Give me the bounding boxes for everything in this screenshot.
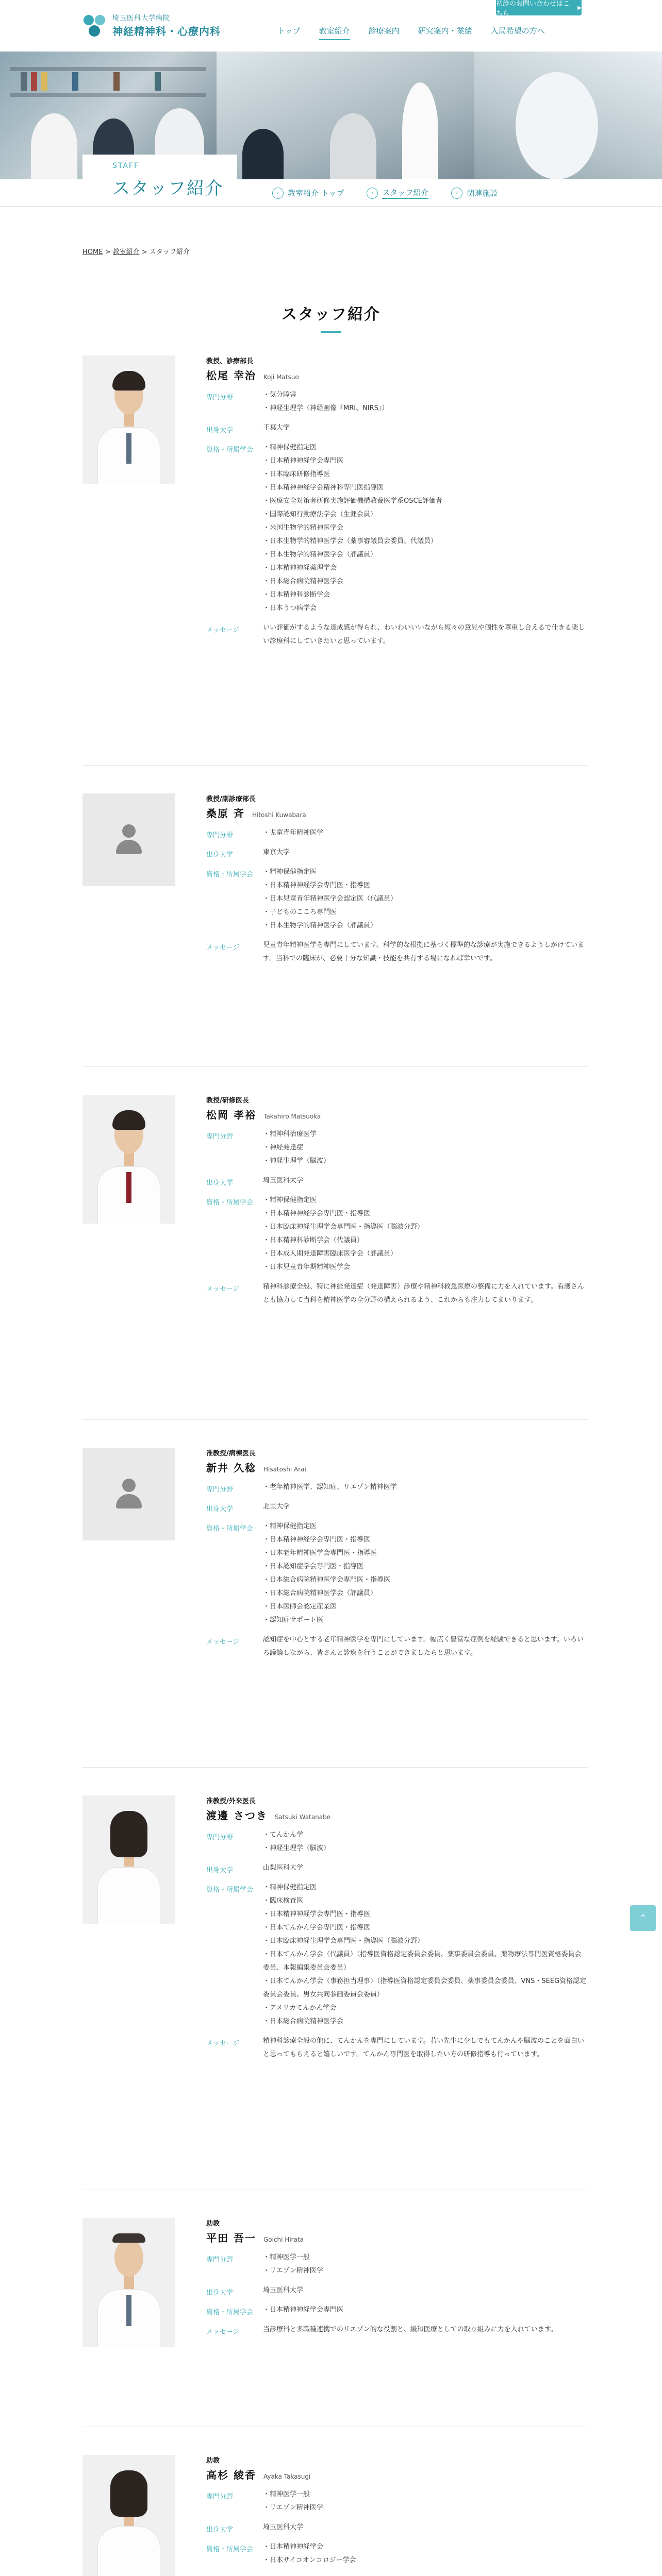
staff-info — [206, 793, 588, 965]
arrow-up-icon: ⌃ — [639, 1912, 647, 1924]
list-item: ・ 子どものこころ専門医 — [263, 906, 588, 919]
message-row-value — [263, 1633, 588, 1660]
university-row-label: 出身大学 — [206, 427, 234, 434]
qualifications-list — [263, 1194, 588, 1274]
university-row-value — [263, 1174, 588, 1188]
staff-name-row — [206, 2230, 588, 2245]
list-item: ・ 医療安全対策者研修実施評価機構教養医学系OSCE評価者 — [263, 495, 588, 508]
university-row — [206, 1177, 588, 1188]
university-value-text: 千葉大学 — [263, 424, 290, 432]
subnav-label: スタッフ紹介 — [382, 187, 428, 199]
specialty-row-label: 専門分野 — [206, 832, 234, 839]
staff-name-row — [206, 1107, 588, 1122]
staff-name: 渡邊 さつき — [206, 1809, 268, 1822]
message-row-value — [263, 2035, 588, 2061]
message-row-label: メッセージ — [206, 2040, 240, 2047]
list-item: ・ 日本臨床神経生理学会専門医・指導医（脳波分野） — [263, 1935, 588, 1948]
list-item: ・ 日本臨床研修指導医 — [263, 468, 588, 481]
breadcrumb — [82, 246, 190, 256]
specialty-row-value — [263, 1128, 588, 1168]
qualification-row-label: 資格・所属学会 — [206, 446, 254, 454]
list-item: ・ 児童青年精神医学 — [263, 826, 588, 840]
staff-name-row — [206, 1807, 588, 1822]
breadcrumb-current: スタッフ紹介 — [149, 248, 190, 256]
staff-role: 教授、診療部長 — [206, 358, 254, 365]
university-row-label: 出身大学 — [206, 2526, 234, 2534]
message-text: 当診療科と多職種連携でのリエゾン的な役割と、緩和医療としての取り組みに力を入れています。 — [263, 2326, 557, 2333]
qualification-row-value — [263, 1881, 588, 2028]
university-row-value — [263, 1500, 588, 1514]
staff-divider — [82, 1419, 588, 1420]
subnav-label: 関連施設 — [467, 189, 498, 198]
staff-name-row — [206, 805, 588, 820]
list-item: ・ 精神医学一般 — [263, 2251, 588, 2264]
chevron-right-icon: › — [367, 188, 378, 199]
qualifications-list — [263, 441, 588, 615]
qualification-row-value — [263, 2540, 588, 2567]
specialty-row-label: 専門分野 — [206, 1834, 234, 1841]
university-value-text: 埼玉医科大学 — [263, 2523, 304, 2531]
arrow-right-icon: ▶ — [577, 5, 582, 11]
list-item: ・ 日本医師会認定産業医 — [263, 1600, 588, 1614]
qualifications-list — [263, 2540, 588, 2567]
specialty-list — [263, 388, 588, 415]
page-title-band — [82, 155, 237, 206]
nav-about[interactable]: 教室紹介 — [310, 24, 359, 38]
chevron-right-icon: › — [451, 188, 462, 199]
qualification-row-label: 資格・所属学会 — [206, 1886, 254, 1894]
staff-divider — [82, 1767, 588, 1768]
hospital-name: 埼玉医科大学病院 — [112, 14, 171, 22]
specialty-list — [263, 1128, 588, 1168]
staff-name: 新井 久稔 — [206, 1462, 256, 1474]
qualification-row-label: 資格・所属学会 — [206, 1199, 254, 1207]
breadcrumb-sep: > — [103, 248, 113, 256]
qualifications-list — [263, 1520, 588, 1627]
list-item: ・ 神経生理学（脳波） — [263, 1155, 588, 1168]
staff-role: 准教授/外来医長 — [206, 1798, 256, 1805]
university-value-text: 埼玉医科大学 — [263, 2286, 304, 2294]
staff-role: 助教 — [206, 2457, 220, 2465]
message-row-label: メッセージ — [206, 626, 240, 634]
list-item: ・ 日本児童青年精神医学会認定医（代議員） — [263, 892, 588, 906]
university-row-value — [263, 2521, 588, 2534]
subnav-facilities[interactable] — [451, 187, 498, 199]
sub-nav — [272, 187, 520, 199]
university-row-value — [263, 421, 588, 435]
specialty-list — [263, 1481, 588, 1494]
list-item: ・ 日本精神神経学会専門医・指導医 — [263, 879, 588, 892]
qualification-row-value — [263, 2303, 588, 2317]
specialty-row-label: 専門分野 — [206, 2493, 234, 2501]
divider — [0, 206, 662, 207]
list-item: ・ 日本精神神経学会専門医・指導医 — [263, 1908, 588, 1921]
list-item: ・ 日本精神神経薬理学会 — [263, 562, 588, 575]
nav-recruit[interactable]: 入局希望の方へ — [490, 26, 545, 36]
list-item: ・ 神経生理学（脳波） — [263, 1842, 588, 1855]
staff-name: 平田 吾一 — [206, 2232, 256, 2244]
specialty-row — [206, 1484, 588, 1494]
list-item: ・ 日本総合病院精神医学会（評議員） — [263, 1587, 588, 1600]
staff-name: 高杉 綾香 — [206, 2469, 256, 2481]
message-row — [206, 624, 588, 648]
page-title-en: STAFF — [112, 162, 140, 170]
qualification-row-value — [263, 441, 588, 615]
specialty-row-value — [263, 2251, 588, 2278]
list-item: ・ 国際認知行動療法学会（生涯会員） — [263, 508, 588, 521]
staff-info — [206, 2218, 588, 2336]
specialty-row-label: 専門分野 — [206, 1486, 234, 1494]
qualifications-list — [263, 2303, 588, 2317]
staff-name-en: Hitoshi Kuwabara — [252, 811, 306, 819]
specialty-row — [206, 829, 588, 840]
list-item: ・ 認知症サポート医 — [263, 1614, 588, 1627]
qualifications-list — [263, 866, 588, 933]
staff-name-row — [206, 1460, 588, 1475]
list-item: ・ 神経生理学（神経画像『MRI、NIRS』） — [263, 402, 588, 415]
message-row — [206, 1283, 588, 1307]
qualification-row-label: 資格・所属学会 — [206, 2546, 254, 2553]
list-item: ・ 日本認知症学会専門医・指導医 — [263, 1560, 588, 1573]
staff-photo — [82, 2218, 175, 2347]
specialty-list — [263, 2488, 588, 2515]
message-text — [263, 2573, 588, 2576]
list-item: ・ 臨床検査医 — [263, 1894, 588, 1908]
university-row-label: 出身大学 — [206, 1505, 234, 1513]
staff-photo — [82, 2455, 175, 2576]
qualification-row-value — [263, 1520, 588, 1627]
message-text: いい評価がするような達成感が得られ、わいわいいいながら短々の意見や個性を尊重し合えるで仕きる楽しい診療科にしていきたいと思っています。 — [263, 624, 585, 645]
message-row-label: メッセージ — [206, 1638, 240, 1646]
list-item: ・ 日本精神科診断学会 — [263, 588, 588, 602]
staff-role: 教授/研修医長 — [206, 1097, 249, 1105]
university-row — [206, 425, 588, 435]
specialty-row-value — [263, 2488, 588, 2515]
staff-name-en: Takahiro Matsuoka — [263, 1113, 321, 1120]
university-row — [206, 849, 588, 859]
staff-name-en: Koji Matsuo — [263, 374, 299, 381]
qualification-row-value — [263, 1194, 588, 1274]
qualification-row — [206, 869, 588, 933]
list-item: ・ 日本サイコオンコロジー学会 — [263, 2554, 588, 2567]
inquiry-label: 初診のお問い合わせはこちら — [496, 0, 570, 18]
list-item: ・ 日本総合病院精神医学会 — [263, 2015, 588, 2028]
list-item: ・ 日本精神神経学会専門医・指導医 — [263, 1533, 588, 1547]
university-row-value — [263, 2284, 588, 2297]
university-row — [206, 2287, 588, 2297]
university-value-text: 北里大学 — [263, 1503, 290, 1511]
specialty-list — [263, 1828, 588, 1855]
message-row-label: メッセージ — [206, 2328, 240, 2336]
university-row-value — [263, 1861, 588, 1875]
specialty-row-value — [263, 826, 588, 840]
breadcrumb-home[interactable]: HOME — [82, 248, 103, 256]
message-text: 精神科診療全般の他に、てんかんを専門にしています。若い先生に少しでもてんかんや脳波のことを面白いと思ってもらえると嬉しいです。てんかん専門医を取得したい方の研修指導も行っています。 — [263, 2037, 584, 2058]
list-item: ・ 日本総合病院精神医学会 — [263, 575, 588, 588]
specialty-list — [263, 2251, 588, 2278]
list-item: ・ アメリカてんかん学会 — [263, 2002, 588, 2015]
specialty-row — [206, 2254, 588, 2278]
specialty-row-value — [263, 1828, 588, 1855]
specialty-list — [263, 826, 588, 840]
university-row — [206, 1865, 588, 1875]
staff-name-row — [206, 2467, 588, 2482]
message-row — [206, 2326, 588, 2336]
specialty-row-value — [263, 1481, 588, 1494]
message-row-value — [263, 1280, 588, 1307]
qualifications-list — [263, 1881, 588, 2028]
list-item: ・ 精神保健指定医 — [263, 1520, 588, 1533]
specialty-row-label: 専門分野 — [206, 394, 234, 401]
chevron-right-icon: › — [272, 188, 284, 199]
list-item: ・ 精神科治療医学 — [263, 1128, 588, 1141]
list-item: ・ 日本老年精神医学会専門医・指導医 — [263, 1547, 588, 1560]
specialty-row — [206, 1131, 588, 1168]
page-title: スタッフ紹介 — [112, 178, 224, 199]
list-item: ・ 精神医学一般 — [263, 2488, 588, 2501]
qualification-row-label: 資格・所属学会 — [206, 2309, 254, 2316]
list-item: ・ 日本生物学的精神医学会（評議員） — [263, 548, 588, 562]
list-item: ・ 精神保健指定医 — [263, 1881, 588, 1894]
message-row-value — [263, 621, 588, 648]
subnav-about-top[interactable] — [272, 187, 344, 199]
list-item: ・ 神経発達症 — [263, 1141, 588, 1155]
logo-icon — [82, 13, 107, 38]
list-item: ・ リエゾン精神医学 — [263, 2264, 588, 2278]
staff-role: 准教授/病棟医長 — [206, 1450, 256, 1458]
message-row — [206, 942, 588, 965]
university-row — [206, 1503, 588, 1514]
list-item: ・ 日本うつ病学会 — [263, 602, 588, 615]
staff-name: 桑原 斉 — [206, 807, 245, 820]
global-nav — [268, 24, 554, 38]
university-value-text: 山梨医科大学 — [263, 1864, 304, 1872]
specialty-row — [206, 1832, 588, 1855]
staff-name-en: Ayaka Takasugi — [263, 2473, 311, 2480]
qualification-row — [206, 1523, 588, 1627]
university-value-text: 埼玉医科大学 — [263, 1177, 304, 1184]
staff-info — [206, 2455, 588, 2576]
staff-photo-placeholder — [82, 1448, 175, 1540]
department-name: 神経精神科・心療内科 — [112, 25, 221, 38]
nav-top[interactable]: トップ — [277, 26, 301, 36]
specialty-row — [206, 2491, 588, 2515]
message-text: 認知症を中心とする老年精神医学を専門にしています。幅広く豊富な症例を経験できると思います。いろいろ議論しながら、皆さんと診療を行うことができましたらと思います。 — [263, 1636, 584, 1657]
list-item: ・ 日本てんかん学会（代議員）（指導医資格認定委員会委員、薬事委員会委員、薬物療法専門医資格委員会委員、本報編集委員会委員） — [263, 1948, 588, 1975]
person-icon — [113, 824, 144, 855]
list-item: ・ 日本成人期発達障害臨床医学会（評議員） — [263, 1247, 588, 1261]
qualification-row — [206, 2307, 588, 2317]
list-item: ・ 日本てんかん学会専門医・指導医 — [263, 1921, 588, 1935]
staff-name: 松岡 孝裕 — [206, 1109, 256, 1121]
staff-role: 教授/副診療部長 — [206, 795, 256, 803]
list-item: ・ 日本精神神経学会精神科専門医指導医 — [263, 481, 588, 495]
nav-clinic[interactable]: 診療案内 — [368, 26, 400, 36]
list-item: ・ 精神保健指定医 — [263, 866, 588, 879]
subnav-label: 教室紹介 トップ — [288, 189, 344, 198]
list-item: ・ 気分障害 — [263, 388, 588, 402]
staff-name-en: Goichi Hirata — [263, 2236, 304, 2243]
staff-name: 松尾 幸治 — [206, 369, 256, 382]
list-item: ・ 米国生物学的精神医学会 — [263, 521, 588, 535]
qualification-row-label: 資格・所属学会 — [206, 1525, 254, 1533]
specialty-row-label: 専門分野 — [206, 2256, 234, 2264]
university-row-label: 出身大学 — [206, 1179, 234, 1187]
breadcrumb-sep: > — [139, 248, 150, 256]
message-row-value — [263, 2573, 588, 2576]
nav-research[interactable]: 研究案内・業績 — [418, 26, 472, 36]
site-logo[interactable] — [82, 12, 221, 38]
list-item: ・ 日本総合病院精神医学会専門医・指導医 — [263, 1573, 588, 1587]
section-title: スタッフ紹介 — [0, 301, 662, 333]
list-item: ・ 日本生物学的精神医学会（薬事審議員会委員、代議員） — [263, 535, 588, 548]
staff-role: 助教 — [206, 2220, 220, 2228]
university-row-label: 出身大学 — [206, 2289, 234, 2297]
qualification-row — [206, 2544, 588, 2567]
message-row-value — [263, 2323, 588, 2336]
staff-divider — [82, 1066, 588, 1067]
staff-name-row — [206, 367, 588, 382]
subnav-staff[interactable] — [367, 187, 428, 199]
list-item: ・ 日本生物学的精神医学会（評議員） — [263, 919, 588, 933]
university-row — [206, 2524, 588, 2534]
message-row — [206, 1636, 588, 1660]
specialty-row-label: 専門分野 — [206, 1133, 234, 1141]
message-row-label: メッセージ — [206, 1285, 240, 1293]
staff-info — [206, 355, 588, 648]
list-item: ・ 老年精神医学、認知症、リエゾン精神医学 — [263, 1481, 588, 1494]
list-item: ・ 日本児童青年期精神医学会 — [263, 1261, 588, 1274]
staff-name-en: Satsuki Watanabe — [274, 1814, 331, 1821]
university-row-value — [263, 846, 588, 859]
message-row-value — [263, 939, 588, 965]
message-row-label: メッセージ — [206, 944, 240, 952]
staff-info — [206, 1795, 588, 2061]
qualification-row-value — [263, 866, 588, 933]
site-header — [0, 0, 662, 49]
list-item: ・ 日本てんかん学会（事務担当理事）（指導医資格認定委員会委員、薬事委員会委員、VNS・SEEG資格認定委員会委員、男女共同参画委員会委員） — [263, 1975, 588, 2002]
staff-info — [206, 1448, 588, 1660]
staff-info — [206, 1095, 588, 1307]
qualification-row — [206, 1197, 588, 1274]
list-item: ・ 日本精神神経学会専門医 — [263, 2303, 588, 2317]
qualification-row — [206, 444, 588, 615]
breadcrumb-parent[interactable]: 教室紹介 — [112, 248, 140, 256]
message-row — [206, 2038, 588, 2061]
specialty-row-value — [263, 388, 588, 415]
list-item: ・ 日本臨床神経生理学会専門医・指導医（脳波分野） — [263, 1221, 588, 1234]
university-row-label: 出身大学 — [206, 1867, 234, 1874]
staff-photo-placeholder — [82, 793, 175, 886]
message-text: 児童青年精神医学を専門にしています。科学的な根拠に基づく標準的な診療が実施できるようしがけています。当科での臨床が、必要十分な知識・技能を共有する場になれば幸いです。 — [263, 941, 584, 962]
list-item: ・ 精神保健指定医 — [263, 441, 588, 454]
university-value-text: 東京大学 — [263, 849, 290, 856]
specialty-row — [206, 392, 588, 415]
message-text: 精神科診療全般、特に神経発達症（発達障害）診療や精神科救急医療の整備に力を入れています。看護さんとも協力して当科を精神医学の全分野の構えられるよう、これからも注力してまいります。 — [263, 1283, 584, 1304]
person-icon — [113, 1479, 144, 1510]
staff-name-en: Hisatoshi Arai — [263, 1466, 306, 1473]
staff-photo — [82, 355, 175, 484]
university-row-label: 出身大学 — [206, 851, 234, 859]
qualification-row-label: 資格・所属学会 — [206, 871, 254, 878]
qualification-row — [206, 1884, 588, 2028]
page-top-button[interactable] — [630, 1905, 656, 1931]
staff-divider — [82, 765, 588, 766]
list-item: ・ 日本精神神経学会専門医・指導医 — [263, 1207, 588, 1221]
list-item: ・ 日本精神神経学会専門医 — [263, 454, 588, 468]
inquiry-button[interactable] — [496, 0, 582, 18]
list-item: ・ てんかん学 — [263, 1828, 588, 1842]
list-item: ・ 日本精神科診断学会（代議員） — [263, 1234, 588, 1247]
list-item: ・ 精神保健指定医 — [263, 1194, 588, 1207]
staff-photo — [82, 1795, 175, 1924]
staff-photo — [82, 1095, 175, 1224]
list-item: ・ 日本精神神経学会 — [263, 2540, 588, 2554]
list-item: ・ リエゾン精神医学 — [263, 2501, 588, 2515]
